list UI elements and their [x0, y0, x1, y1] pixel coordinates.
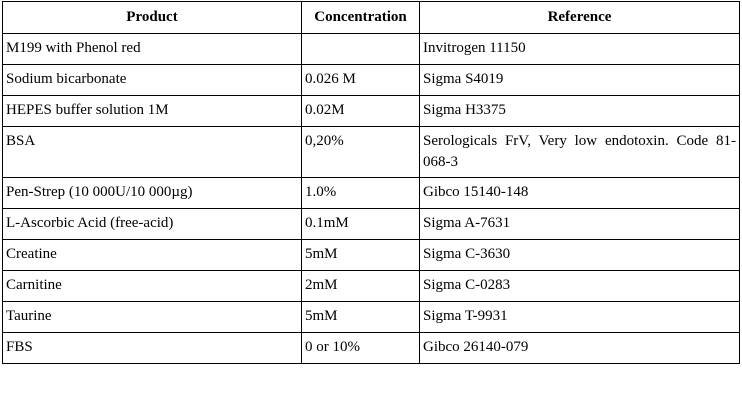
product-cell: FBS	[3, 333, 302, 364]
product-cell: Sodium bicarbonate	[3, 65, 302, 96]
table-row	[3, 65, 740, 96]
reference-cell: Sigma T-9931	[420, 302, 740, 333]
product-cell: Creatine	[3, 240, 302, 271]
concentration-cell: 1.0%	[302, 178, 420, 209]
reference-cell: Gibco 15140-148	[420, 178, 740, 209]
table-row	[3, 333, 740, 364]
concentration-cell: 0.1mM	[302, 209, 420, 240]
product-cell: L-Ascorbic Acid (free-acid)	[3, 209, 302, 240]
concentration-cell: 0.02M	[302, 96, 420, 127]
concentration-cell: 5mM	[302, 240, 420, 271]
concentration-cell: 0 or 10%	[302, 333, 420, 364]
product-cell: M199 with Phenol red	[3, 34, 302, 65]
concentration-cell: 0.026 M	[302, 65, 420, 96]
reference-cell: Sigma H3375	[420, 96, 740, 127]
concentration-cell: 0,20%	[302, 127, 420, 178]
reference-cell: Sigma C-3630	[420, 240, 740, 271]
product-cell: HEPES buffer solution 1M	[3, 96, 302, 127]
table-row	[3, 34, 740, 65]
table-row	[3, 127, 740, 178]
table-row	[3, 178, 740, 209]
header-row	[3, 2, 740, 34]
table-row	[3, 271, 740, 302]
concentration-cell: 2mM	[302, 271, 420, 302]
product-cell: Pen-Strep (10 000U/10 000µg)	[3, 178, 302, 209]
reference-cell: Sigma C-0283	[420, 271, 740, 302]
table-row	[3, 96, 740, 127]
header-reference: Reference	[420, 2, 740, 34]
product-cell: Carnitine	[3, 271, 302, 302]
header-product: Product	[3, 2, 302, 34]
reference-cell: Sigma S4019	[420, 65, 740, 96]
table-row	[3, 209, 740, 240]
header-concentration: Concentration	[302, 2, 420, 34]
table-row	[3, 240, 740, 271]
table-row	[3, 302, 740, 333]
reference-cell: Serologicals FrV, Very low endotoxin. Code 81-068-3	[420, 127, 740, 178]
reference-cell: Invitrogen 11150	[420, 34, 740, 65]
media-composition-table	[2, 1, 740, 364]
product-cell: Taurine	[3, 302, 302, 333]
product-cell: BSA	[3, 127, 302, 178]
reference-cell: Gibco 26140-079	[420, 333, 740, 364]
reference-cell: Sigma A-7631	[420, 209, 740, 240]
concentration-cell	[302, 34, 420, 65]
concentration-cell: 5mM	[302, 302, 420, 333]
